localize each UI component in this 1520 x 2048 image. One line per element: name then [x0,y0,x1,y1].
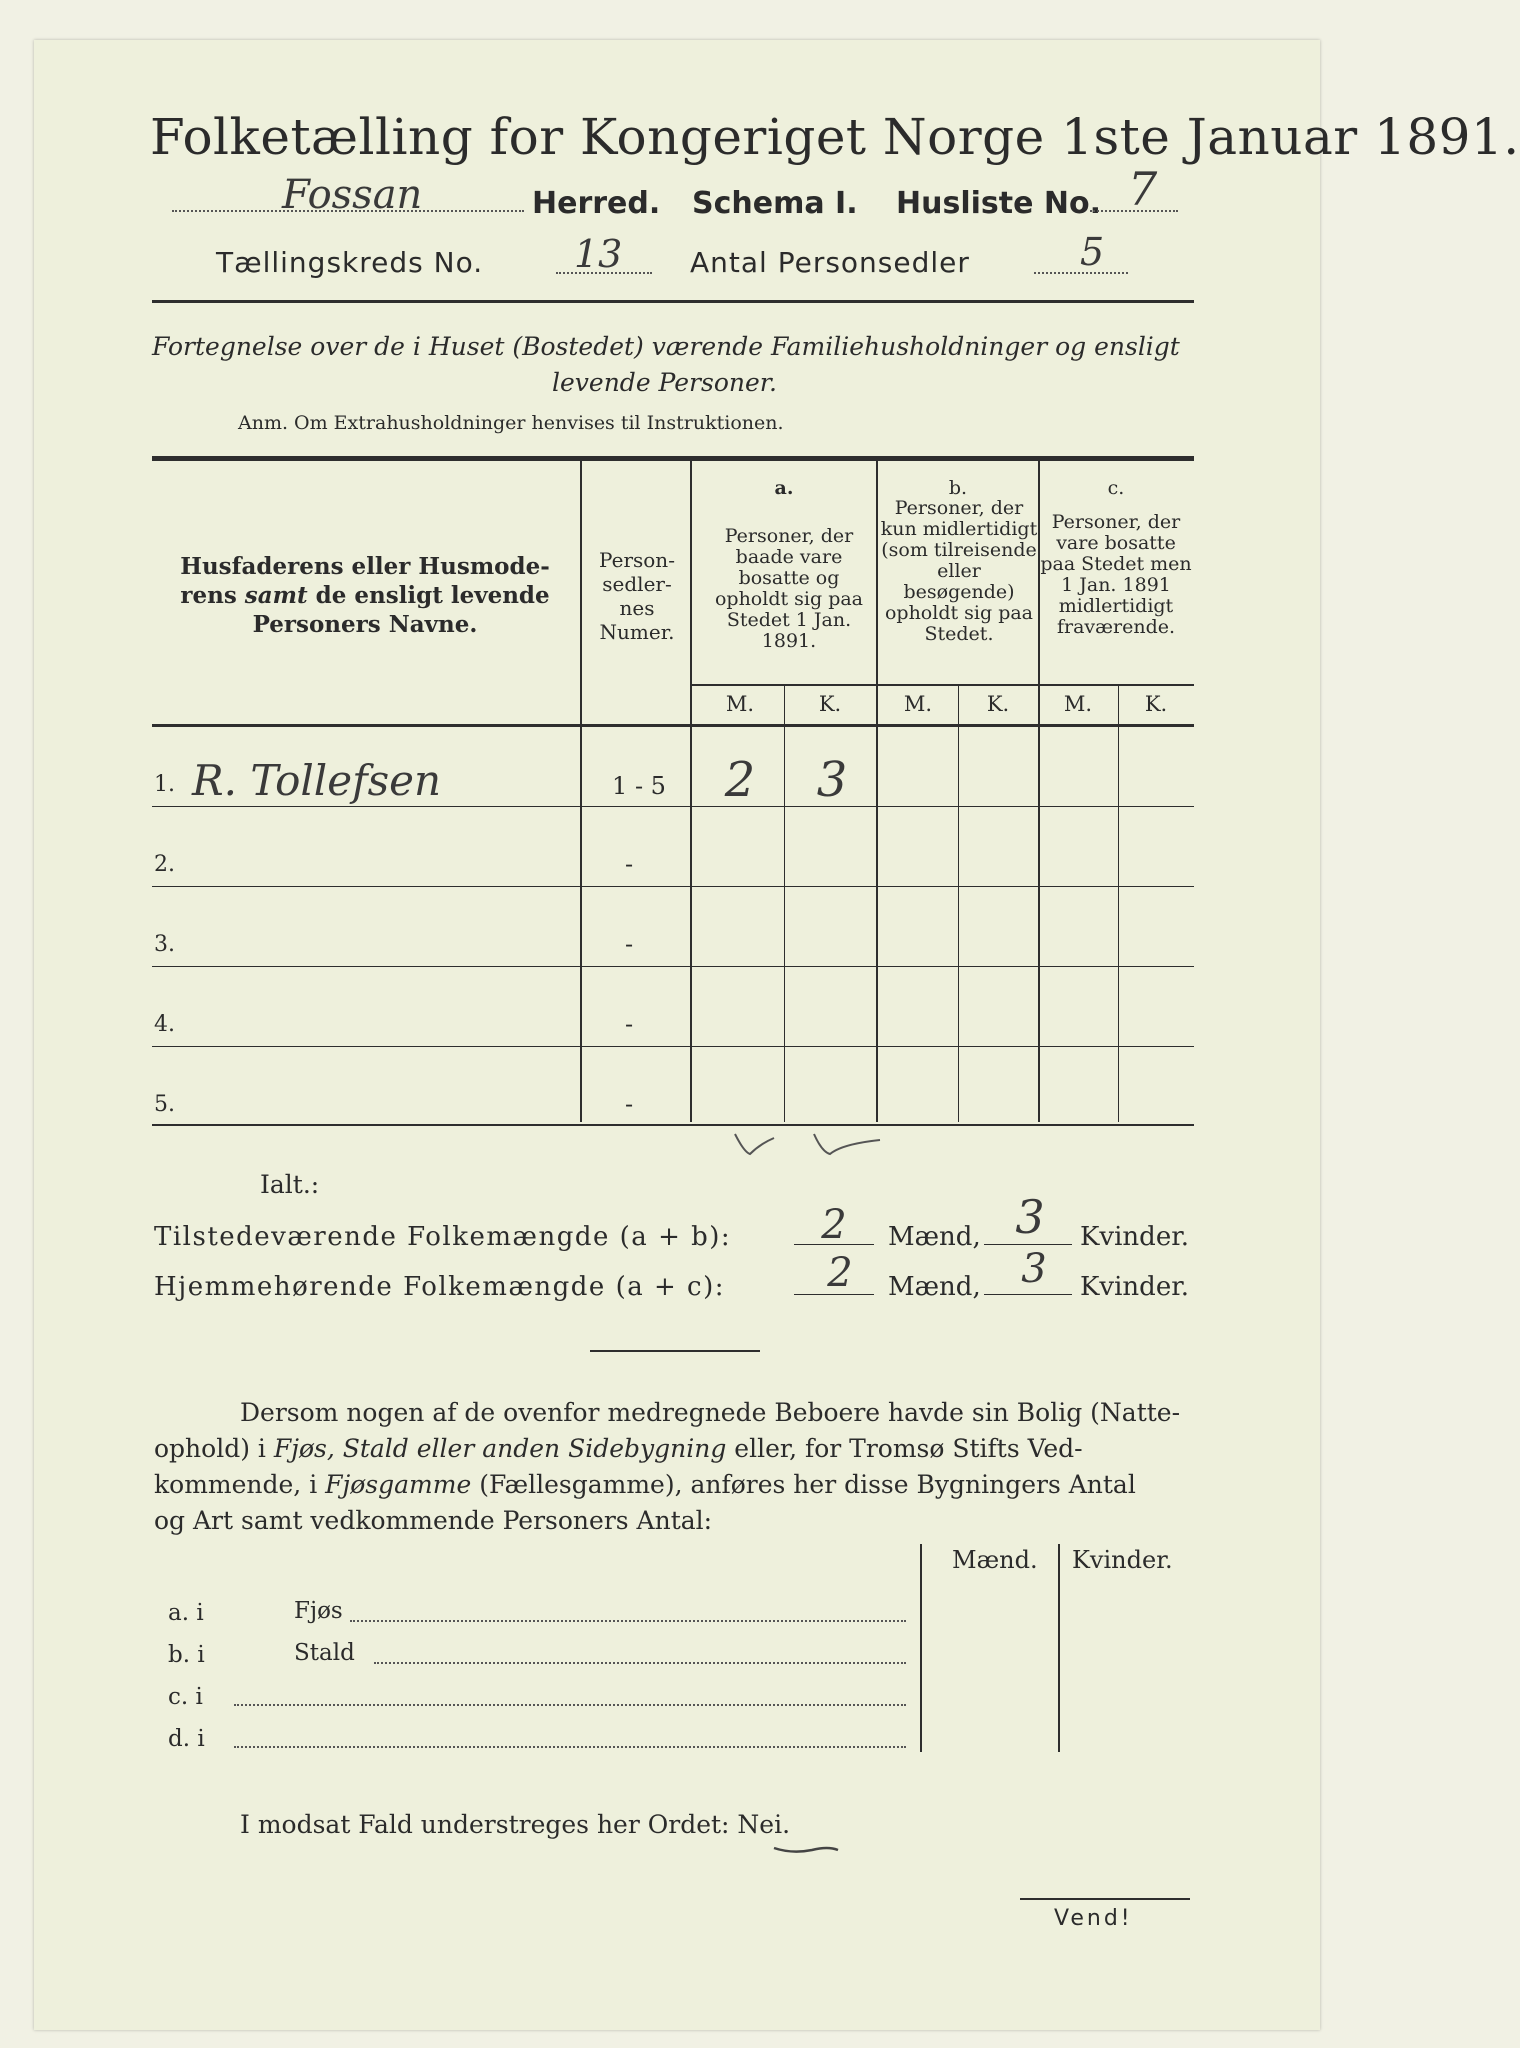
hjemme-k-value: 3 [1021,1246,1047,1292]
bolig-line-2b: Fjøs, Stald eller anden Sidebygning [273,1434,727,1463]
col-name-line-1: Husfaderens eller Husmode- [180,553,550,580]
herred-label: Herred. [532,186,661,221]
bolig-row-c-letter: c. i [168,1684,203,1710]
form-title: Folketælling for Kongeriget Norge 1ste Januar 1891. [150,108,1520,166]
tilstede-k-line [984,1244,1072,1245]
bolig-col-kvinder: Kvinder. [1072,1546,1173,1574]
col-name-header [160,552,570,639]
intro-line-2: levende Personer. [552,368,777,397]
c-k-label: K. [1144,692,1168,716]
row-2-num: 2. [154,852,175,877]
kreds-label: Tællingskreds No. [216,246,484,279]
row-3-rule [152,966,1194,967]
bolig-divider-1 [920,1544,922,1752]
hjemme-k-line [984,1294,1072,1295]
bolig-row-b-letter: b. i [168,1642,205,1668]
bolig-line-2 [154,1434,1083,1463]
bolig-row-a-dots [350,1620,906,1622]
col-divider-a [876,458,878,1122]
kreds-value: 13 [574,232,623,276]
mk-split-c [1118,686,1119,1122]
col-c-letter: c. [1107,477,1125,499]
bolig-row-d-letter: d. i [168,1726,205,1752]
bolig-line-1: Dersom nogen af de ovenfor medregnede Beboere havde sin Bolig (Natte- [240,1398,1181,1427]
row-1-a-m: 2 [724,752,756,808]
antal-label: Antal Personsedler [690,246,970,279]
row-4-rule [152,1046,1194,1047]
col-num-line-3: nes [619,596,655,620]
col-name-line-2c: de ensligt levende [307,582,550,609]
bolig-line-3a: kommende, i [154,1470,326,1499]
b-k-label: K. [986,692,1010,716]
row-4-num: 4. [154,1012,175,1037]
col-a-letter: a. [774,477,794,499]
bolig-row-b-dots [374,1662,906,1664]
bolig-row-a-letter: a. i [168,1600,204,1626]
ialt-label: Ialt.: [260,1170,320,1199]
row-1-a-k: 3 [816,752,848,808]
bolig-line-2c: eller, for Tromsø Stifts Ved- [726,1434,1083,1463]
schema-label: Schema I. [692,186,858,221]
row-2-numer: - [624,850,634,878]
col-num-line-2: sedler- [602,572,672,596]
mk-split-b [958,686,959,1122]
bolig-divider-2 [1058,1544,1060,1752]
row-3-num: 3. [154,932,175,957]
a-k-label: K. [818,692,842,716]
col-divider-num [690,458,692,1122]
hjemme-kvinder: Kvinder. [1080,1272,1190,1302]
col-name-line-2a: rens [180,582,245,609]
mk-split-a [784,686,785,1122]
bolig-row-c-dots [234,1704,906,1706]
bolig-line-3c: (Fællesgamme), anføres her disse Bygningers Antal [471,1470,1136,1499]
row-5-numer: - [624,1090,634,1118]
col-name-line-3: Personers Navne. [252,611,478,638]
husliste-label: Husliste No. [896,186,1101,221]
nei-instruction: I modsat Fald understreges her Ordet: Nei. [240,1810,791,1839]
bolig-line-3 [154,1470,1136,1499]
bolig-row-b-text: Stald [294,1640,355,1666]
tilstede-m-value: 2 [821,1202,847,1248]
bolig-line-4: og Art samt vedkommende Personers Antal: [154,1506,713,1535]
intro-line-1: Fortegnelse over de i Huset (Bostedet) værende Familiehusholdninger og ensligt [152,332,1180,361]
bolig-line-2a: ophold) i [154,1434,274,1463]
mk-rule-c [1040,684,1194,686]
col-b-letter: b. [948,477,968,499]
row-2-rule [152,886,1194,887]
hjemme-label: Hjemmehørende Folkemængde (a + c): [154,1272,725,1302]
col-a-text: Personer, der baade vare bosatte og opholdt sig paa Stedet 1 Jan. 1891. [714,525,864,652]
row-3-numer: - [624,930,634,958]
husliste-value: 7 [1128,162,1158,216]
table-bottom-rule [152,1124,1194,1126]
col-num-line-1: Person- [599,548,675,572]
row-1-name: R. Tollefsen [192,756,442,805]
nei-underline-scribble [772,1842,842,1856]
bolig-line-3b: Fjøsgamme [325,1470,472,1499]
tilstede-maend: Mænd, [888,1222,981,1252]
bolig-col-maend: Mænd. [952,1546,1038,1574]
a-m-label: M. [725,692,755,716]
bolig-row-d-dots [234,1746,906,1748]
row-5-num: 5. [154,1092,175,1117]
hjemme-maend: Mænd, [888,1272,981,1302]
hjemme-m-value: 2 [827,1250,853,1296]
tilstede-kvinder: Kvinder. [1080,1222,1190,1252]
bolig-row-a-text: Fjøs [294,1598,343,1624]
col-divider-name [580,458,582,1122]
vend-label: Vend! [1054,1906,1133,1931]
antal-value: 5 [1080,230,1105,274]
c-m-label: M. [1063,692,1093,716]
row-1-numer: 1 - 5 [612,772,666,800]
col-name-line-2b: samt [244,582,308,609]
col-num-line-4: Numer. [599,620,675,644]
col-num-header [586,548,688,644]
b-m-label: M. [903,692,933,716]
herred-value: Fossan [282,172,423,218]
col-c-text: Personer, der vare bosatte paa Stedet men 1 Jan. 1891 midlertidigt fraværende. [1040,511,1192,638]
header-rule [152,300,1194,303]
section-divider [590,1350,760,1352]
checkmark-scribble [730,1126,890,1162]
tilstede-label: Tilstedeværende Folkemængde (a + b): [154,1222,732,1252]
row-1-rule [152,806,1194,807]
vend-rule [1020,1898,1190,1900]
tilstede-k-value: 3 [1015,1190,1045,1244]
anm-note: Anm. Om Extrahusholdninger henvises til Instruktionen. [238,412,784,434]
col-b-text: Personer, der kun midlertidigt (som tilreisende eller besøgende) opholdt sig paa Stedet. [880,497,1038,645]
row-4-numer: - [624,1010,634,1038]
row-1-num: 1. [154,772,175,797]
